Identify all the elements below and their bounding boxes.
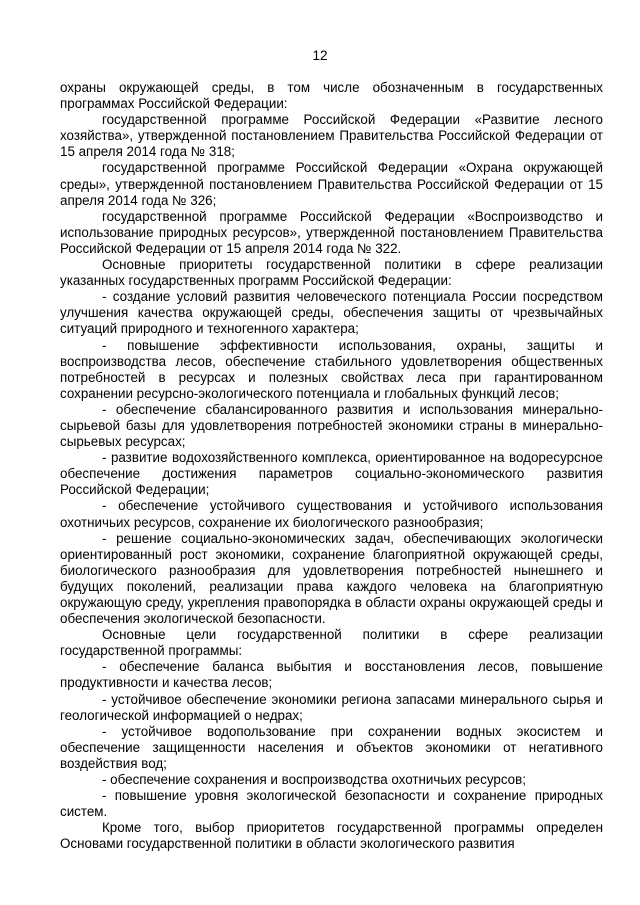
- paragraph: государственной программе Российской Федерации «Развитие лесного хозяйства», утвержденной постановлением Правительства Российской Федерации от 15 апреля 2014 года № 318;: [60, 112, 603, 160]
- paragraph: - обеспечение баланса выбытия и восстановления лесов, повышение продуктивности и качества лесов;: [60, 659, 603, 691]
- paragraph: - обеспечение сбалансированного развития и использования минерально-сырьевой базы для удовлетворения потребностей экономики страны в минерально-сырьевых ресурсах;: [60, 401, 603, 450]
- page-number: 12: [312, 48, 328, 63]
- paragraph: охраны окружающей среды, в том числе обозначенным в государственных программах Российской Федерации:: [60, 80, 603, 112]
- paragraph: - устойчивое обеспечение экономики региона запасами минерального сырья и геологической информацией о недрах;: [60, 691, 603, 723]
- paragraph: - развитие водохозяйственного комплекса, ориентированное на водоресурсное обеспечение достижения параметров социально-экономического развития Российской Федерации;: [60, 450, 603, 498]
- paragraph: - устойчивое водопользование при сохранении водных экосистем и обеспечение защищенности населения и объектов экономики от негативного воздействия вод;: [60, 723, 603, 771]
- paragraph: - обеспечение устойчивого существования и устойчивого использования охотничьих ресурсов, сохранение их биологического разнообразия;: [60, 498, 603, 530]
- paragraph: - создание условий развития человеческого потенциала России посредством улучшения качества окружающей среды, обеспечения защиты от чрезвычайных ситуаций природного и техногенного характера;: [60, 289, 603, 337]
- paragraph: Кроме того, выбор приоритетов государственной программы определен Основами государственной политики в области экологического развития: [60, 820, 603, 852]
- paragraph: государственной программе Российской Федерации «Охрана окружающей среды», утвержденной постановлением Правительства Российской Федерации от 15 апреля 2014 года № 326;: [60, 160, 603, 208]
- paragraph: - повышение эффективности использования, охраны, защиты и воспроизводства лесов, обеспечение стабильного удовлетворения общественных потребностей в ресурсах и полезных свойствах леса при гарантированном сохранении ресурсно-экологического потенциала и глобальных функций лесов;: [60, 337, 603, 401]
- paragraph: - повышение уровня экологической безопасности и сохранение природных систем.: [60, 788, 603, 820]
- paragraph: Основные приоритеты государственной политики в сфере реализации указанных государственных программ Российской Федерации:: [60, 257, 603, 289]
- document-body: [60, 80, 603, 853]
- paragraph: - решение социально-экономических задач, обеспечивающих экологически ориентированный рост экономики, сохранение благоприятной окружающей среды, биологического разнообразия для удовлетворения потребностей нынешнего и будущих поколений, реализации права каждого человека на благоприятную окружающую среду, укрепления правопорядка в области охраны окружающей среды и обеспечения экологической безопасности.: [60, 530, 603, 627]
- paragraph: - обеспечение сохранения и воспроизводства охотничьих ресурсов;: [102, 772, 526, 788]
- paragraph: Основные цели государственной политики в сфере реализации государственной программы:: [60, 627, 603, 659]
- paragraph: государственной программе Российской Федерации «Воспроизводство и использование природных ресурсов», утвержденной постановлением Правительства Российской Федерации от 15 апреля 2014 года № 322.: [60, 208, 603, 256]
